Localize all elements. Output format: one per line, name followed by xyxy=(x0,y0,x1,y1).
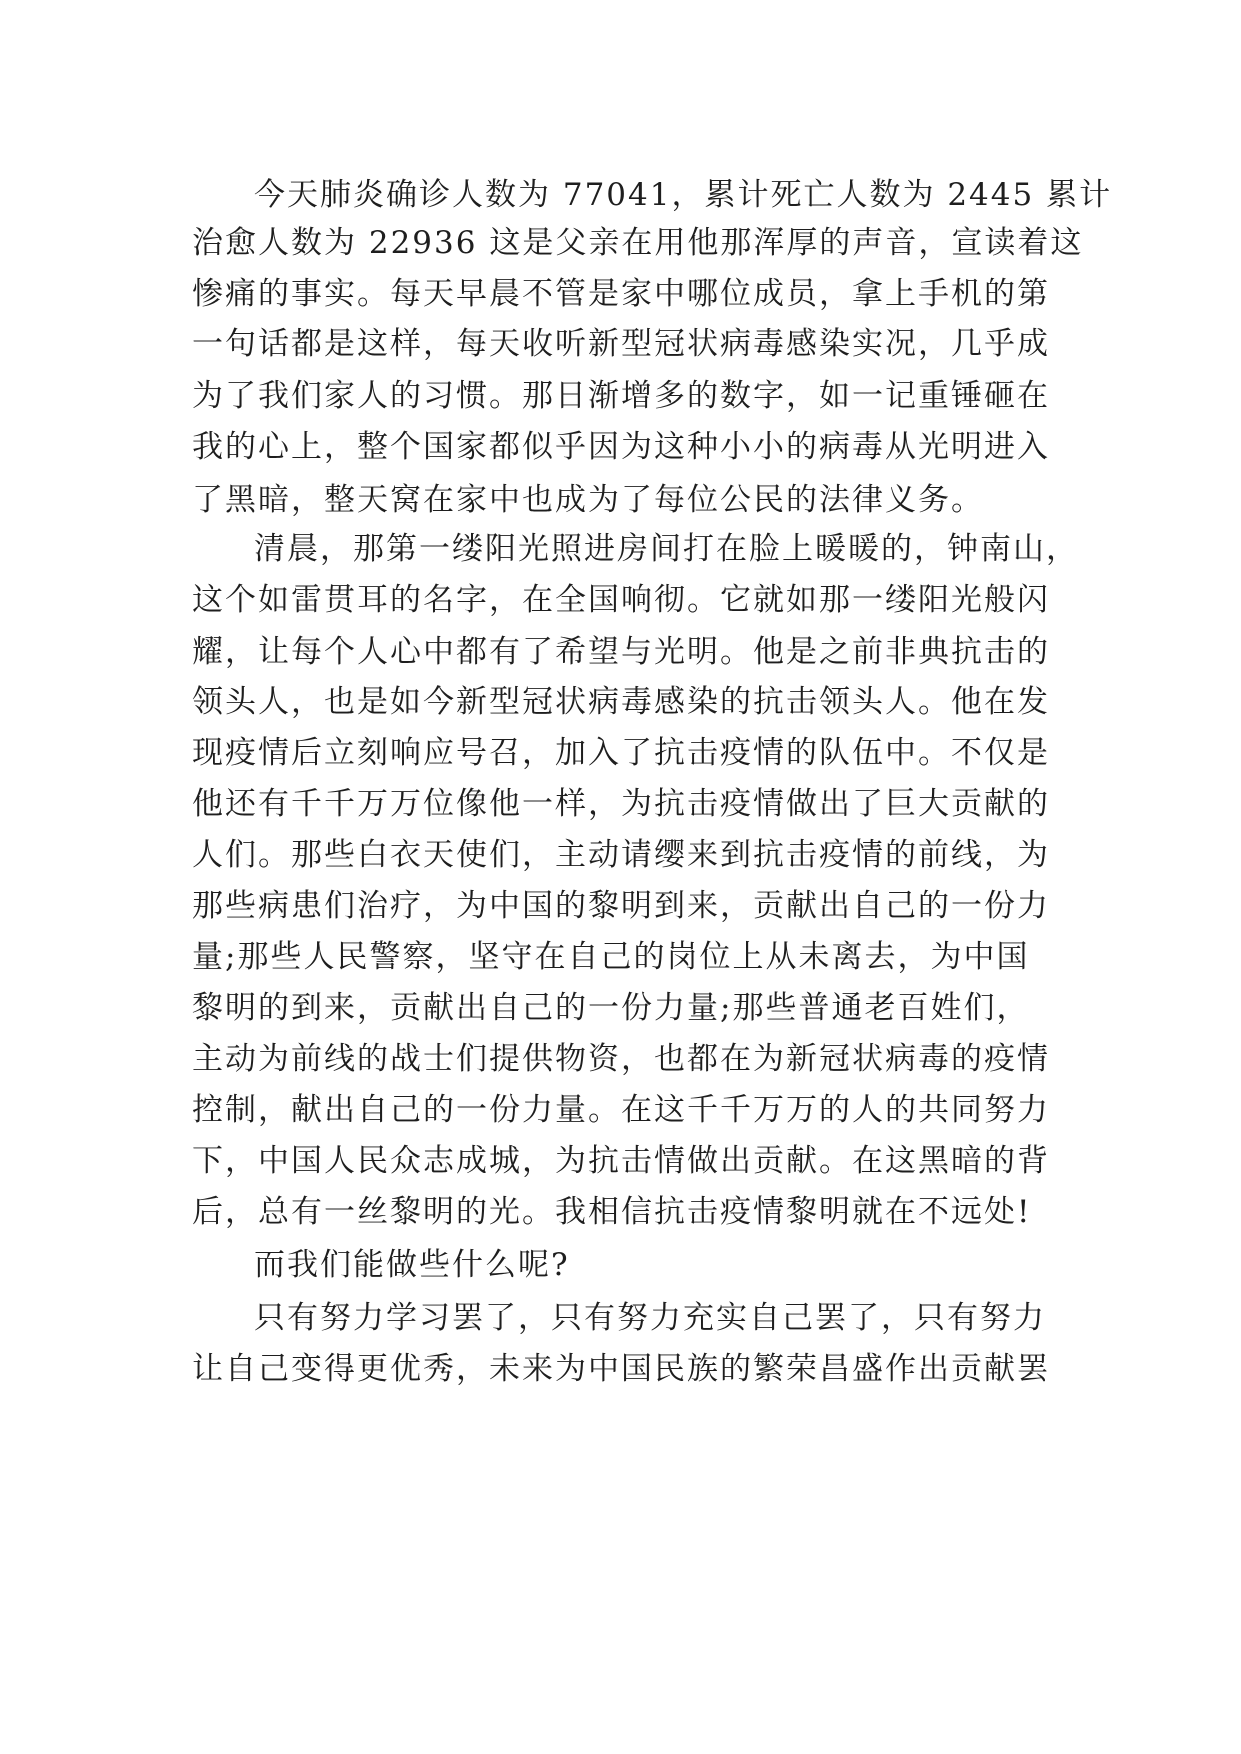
text-line: 后，总有一丝黎明的光。我相信抗击疫情黎明就在不远处! xyxy=(192,1194,1032,1230)
text-line: 现疫情后立刻响应号召，加入了抗击疫情的队伍中。不仅是 xyxy=(192,735,1050,771)
text-line: 只有努力学习罢了，只有努力充实自己罢了，只有努力 xyxy=(254,1300,1046,1336)
text-line: 耀，让每个人心中都有了希望与光明。他是之前非典抗击的 xyxy=(192,634,1050,670)
text-line: 让自己变得更优秀，未来为中国民族的繁荣昌盛作出贡献罢 xyxy=(192,1351,1050,1387)
text-line: 为了我们家人的习惯。那日渐增多的数字，如一记重锤砸在 xyxy=(192,378,1050,414)
text-line: 我的心上，整个国家都似乎因为这种小小的病毒从光明进入 xyxy=(192,429,1050,465)
text-line: 一句话都是这样，每天收听新型冠状病毒感染实况，几乎成 xyxy=(192,326,1050,362)
text-line: 那些病患们治疗，为中国的黎明到来，贡献出自己的一份力 xyxy=(192,888,1050,924)
text-line: 今天肺炎确诊人数为 77041，累计死亡人数为 2445 累计 xyxy=(254,177,1113,213)
text-line: 清晨，那第一缕阳光照进房间打在脸上暖暖的，钟南山， xyxy=(254,531,1079,567)
text-line: 惨痛的事实。每天早晨不管是家中哪位成员，拿上手机的第 xyxy=(192,276,1050,312)
text-line: 他还有千千万万位像他一样，为抗击疫情做出了巨大贡献的 xyxy=(192,786,1050,822)
text-line: 了黑暗，整天窝在家中也成为了每位公民的法律义务。 xyxy=(192,482,984,518)
text-line: 下，中国人民众志成城，为抗击情做出贡献。在这黑暗的背 xyxy=(192,1143,1050,1179)
text-line: 这个如雷贯耳的名字，在全国响彻。它就如那一缕阳光般闪 xyxy=(192,582,1050,618)
text-line: 而我们能做些什么呢? xyxy=(254,1247,570,1283)
text-line: 人们。那些白衣天使们，主动请缨来到抗击疫情的前线，为 xyxy=(192,837,1050,873)
text-line: 治愈人数为 22936 这是父亲在用他那浑厚的声音，宣读着这 xyxy=(192,225,1084,261)
text-line: 量;那些人民警察，坚守在自己的岗位上从未离去，为中国 xyxy=(192,939,1030,975)
text-line: 主动为前线的战士们提供物资，也都在为新冠状病毒的疫情 xyxy=(192,1041,1050,1077)
text-line: 黎明的到来，贡献出自己的一份力量;那些普通老百姓们， xyxy=(192,990,1030,1026)
text-line: 领头人，也是如今新型冠状病毒感染的抗击领头人。他在发 xyxy=(192,684,1050,720)
text-line: 控制，献出自己的一份力量。在这千千万万的人的共同努力 xyxy=(192,1092,1050,1128)
